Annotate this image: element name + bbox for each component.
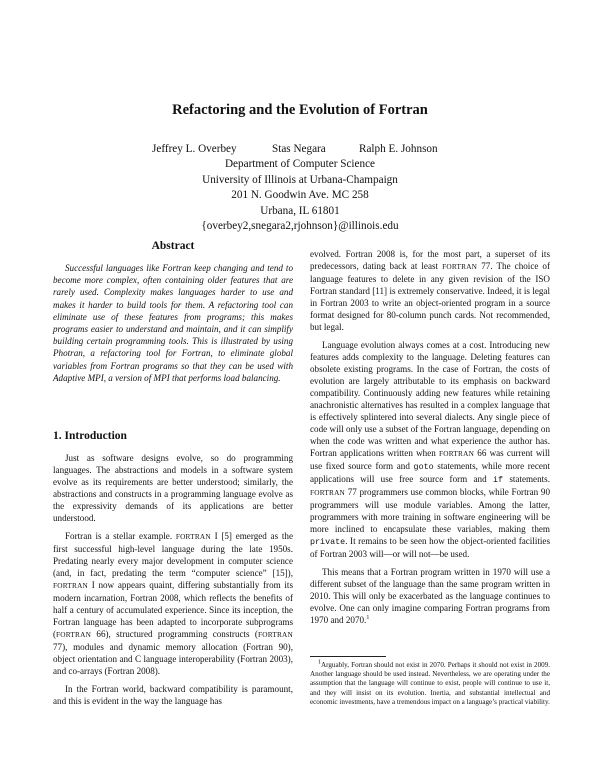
introduction-body	[53, 452, 293, 713]
footnote-mark: 1	[318, 659, 321, 666]
author-name: Jeffrey L. Overbey	[152, 143, 237, 155]
affiliation-department: Department of Computer Science	[224, 158, 376, 170]
affiliation-address: 201 N. Goodwin Ave. MC 258	[231, 189, 369, 202]
footnote-ref: 1	[366, 614, 370, 621]
section-heading-introduction: 1. Introduction	[53, 430, 127, 442]
author-list	[0, 143, 600, 157]
footnote-divider	[310, 656, 386, 657]
left-column	[53, 240, 293, 706]
intro-paragraph-2: Fortran is a stellar example. FORTRAN I [5] emerged as the first successful high-level language during the late 1950s. Predating nearly every major development in computer science (and, in fact, predating the term “computer science” [15]), FORTRAN I now appears quaint, differing substantially from its modern incarnation, Fortran 2008, which reflects the benefits of half a century of accumulated experience. Since its inception, the Fortran language has been adapted to incorporate subprograms (FORTRAN 66), structured programming constructs (FORTRAN 77), modules and dynamic memory allocation (Fortran 90), object orientation and C language interoperability (Fortran 2003), and co-arrays (Fortran 2008).	[53, 531, 293, 676]
abstract-heading: Abstract	[151, 240, 195, 252]
author-name: Stas Negara	[272, 143, 326, 155]
body-paragraph-continued: evolved. Fortran 2008 is, for the most part, a superset of its predecessors, dating back at least FORTRAN 77. The choice of language features to delete in any given revision of the ISO Fortran standard [11] is extremely conservative. Indeed, it is legal in Fortran 2003 to write an object-oriented program in a source format designed for 80-column punch cards. Not recommended, but legal.	[310, 249, 551, 332]
right-column	[310, 248, 550, 632]
intro-paragraph-3: In the Fortran world, backward compatibility is paramount, and this is evident in the way the language has	[53, 684, 293, 706]
body-paragraph-subsets: This means that a Fortran program written in 1970 will use a different subset of the language than the same program written in 2010. This will only be exacerbated as the language continues to evolve. One can only imagine comparing Fortran programs from 1970 and 2070.$^1$	[310, 567, 550, 625]
body-paragraph-language-evolution: Language evolution always comes at a cost. Introducing new features adds complexity to the language. Deleting features can obsolete existing programs. In the case of Fortran, the costs of evolution are largely attributable to its emphasis on backward compatibility. Continuously adding new features while retaining anachronistic alternatives has resulted in a complex language that is effectively splintered into several dialects. Any single piece of code will only use a subset of the Fortran language, depending on when the code was written and what experience the author has. Fortran applications written when FORTRAN 66 was current will use fixed source form and goto statements, while more recent applications will use free source form and if statements. FORTRAN 77 programmers use common blocks, while Fortran 90 programmers will use module variables. Among the latter, programmers with more training in software engineering will be more inclined to encapsulate these variables, making them private. It remains to be seen how the object-oriented facilities of Fortran 2003 will—or will not—be used.	[310, 340, 551, 559]
footnote: $^1$Arguably, Fortran should not exist in 2070. Perhaps it should not exist in 2009. Another language should be used instead. Nevertheless, we are operating under the assumption that the language will continue to exist, people will continue to use it, and they will insist on its evolution. Inertia, and substantial intellectual and economic investments, have a tremendous impact on a language’s practical viability.	[310, 659, 550, 706]
paper-title: Refactoring and the Evolution of Fortran	[172, 102, 428, 118]
affiliation-university: University of Illinois at Urbana-Champaign	[202, 173, 398, 186]
intro-paragraph-1: Just as software designs evolve, so do programming languages. The abstractions and models in a software system evolve as its requirements are better understood; similarly, the abstractions and constructs in a programming language evolve as the expressivity demands of its applications are better understood.	[53, 453, 293, 523]
author-name: Ralph E. Johnson	[359, 143, 438, 155]
affiliation-block	[0, 157, 600, 235]
affiliation-city: Urbana, IL 61801	[260, 204, 340, 217]
affiliation-email: {overbey2,snegara2,rjohnson}@illinois.edu	[201, 220, 399, 233]
abstract-text: Successful languages like Fortran keep changing and tend to become more complex, often containing older features that are rarely used. Complexity makes languages harder to use and makes it harder to build tools for them. A refactoring tool can eliminate use of these features from programs; this makes programs easier to understand and maintain, and it can simplify building certain programming tools. This is illustrated by using Photran, a refactoring tool for Fortran, to eliminate global variables from Fortran programs so that they can be used with Adaptive MPI, a version of MPI that performs load balancing.	[53, 263, 293, 383]
